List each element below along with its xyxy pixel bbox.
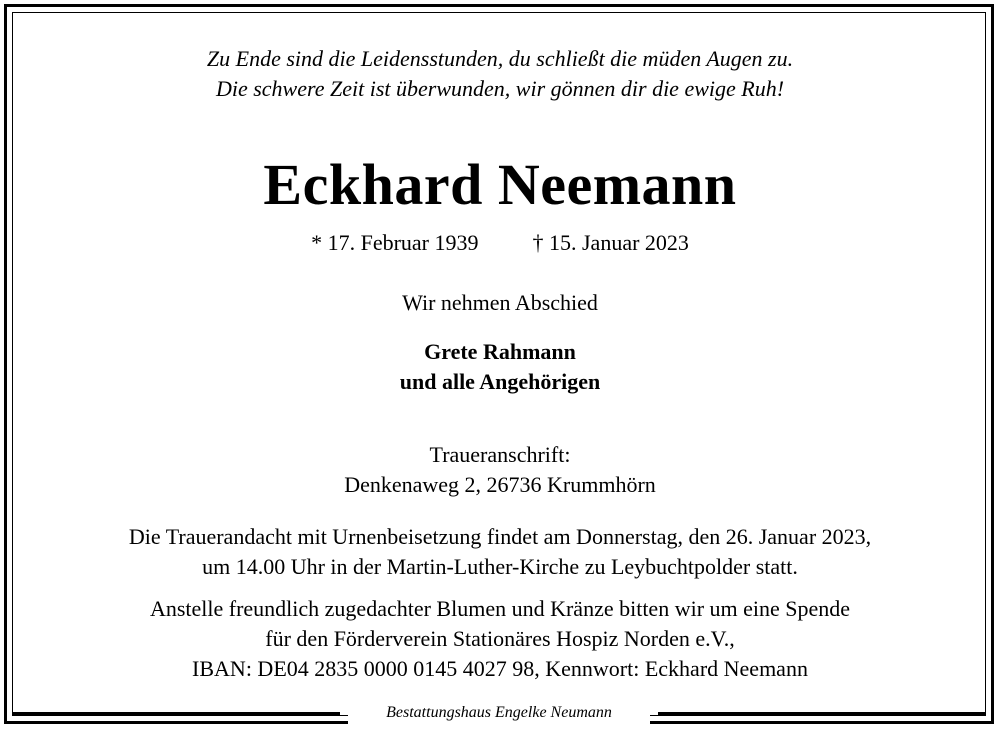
life-dates (0, 228, 1000, 258)
address-value: Denkenaweg 2, 26736 Krummhörn (344, 472, 656, 497)
footer-rule-left (12, 712, 340, 715)
footer (12, 700, 986, 730)
address-label: Traueranschrift: (429, 442, 571, 467)
mourner-relatives: und alle Angehörigen (399, 369, 601, 394)
donation-line-1: Anstelle freundlich zugedachter Blumen und Kränze bitten wir um eine Spende (149, 596, 851, 621)
farewell-text: Wir nehmen Abschied (402, 290, 598, 315)
footer-rule-right (658, 712, 986, 715)
service-line-1: Die Trauerandacht mit Urnenbeisetzung findet am Donnerstag, den 26. Januar 2023, (128, 524, 872, 549)
motto-line-2: Die schwere Zeit ist überwunden, wir gönnen dir die ewige Ruh! (215, 76, 785, 101)
service-line-2: um 14.00 Uhr in der Martin-Luther-Kirche zu Leybuchtpolder statt. (202, 554, 798, 579)
mourners (0, 337, 1000, 397)
donation-line-2: für den Förderverein Stationäres Hospiz Norden e.V., (265, 626, 735, 651)
service-notice (0, 522, 1000, 582)
donation-line-3: IBAN: DE04 2835 0000 0145 4027 98, Kennwort: Eckhard Neemann (192, 656, 808, 681)
death-date: † 15. Januar 2023 (532, 230, 689, 255)
deceased-name: Eckhard Neemann (263, 152, 737, 217)
donation-notice (0, 594, 1000, 684)
mourning-address (0, 440, 1000, 500)
mourner-name: Grete Rahmann (424, 339, 576, 364)
birth-date: * 17. Februar 1939 (311, 230, 479, 255)
motto-line-1: Zu Ende sind die Leidensstunden, du schließt die müden Augen zu. (206, 46, 794, 71)
motto-verse (0, 44, 1000, 104)
funeral-home: Bestattungshaus Engelke Neumann (348, 702, 650, 724)
